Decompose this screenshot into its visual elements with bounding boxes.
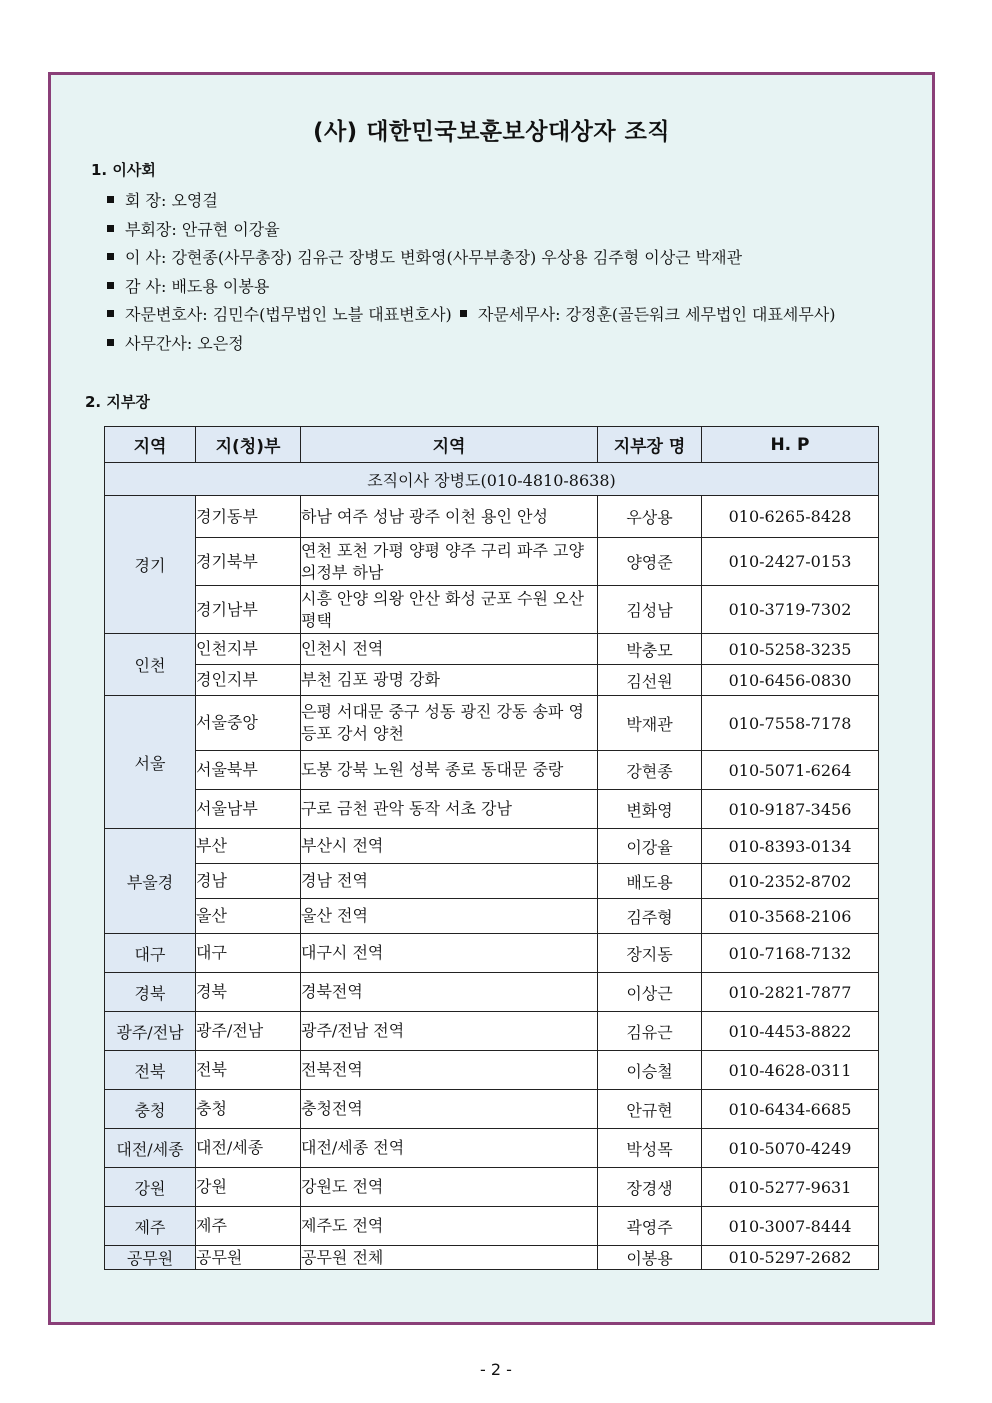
page-number: - 2 - [480,1360,512,1379]
chief-name-cell: 이승철 [598,1051,702,1090]
table-row [105,1129,879,1168]
branch-cell: 경인지부 [196,665,301,696]
list-item: 회 장: 오영걸 [107,187,836,216]
bullet-icon [107,282,114,289]
branch-cell: 인천지부 [196,634,301,665]
table-row [105,973,879,1012]
branch-cell: 충청 [196,1090,301,1129]
table-row [105,864,879,899]
branch-cell: 공무원 [196,1246,301,1270]
table-row [105,934,879,973]
branch-cell: 제주 [196,1207,301,1246]
bullet-icon [460,310,467,317]
chief-name-cell: 김성남 [598,586,702,634]
phone-cell: 010-4453-8822 [702,1012,879,1051]
table-row [105,634,879,665]
region-cell: 인천 [105,634,196,696]
chief-name-cell: 박충모 [598,634,702,665]
phone-cell: 010-2427-0153 [702,538,879,586]
phone-cell: 010-2821-7877 [702,973,879,1012]
table-row [105,665,879,696]
area-cell: 울산 전역 [301,899,598,934]
table-row [105,1051,879,1090]
branch-cell: 경북 [196,973,301,1012]
area-cell: 경남 전역 [301,864,598,899]
phone-cell: 010-7558-7178 [702,696,879,751]
table-row [105,496,879,538]
phone-cell: 010-6456-0830 [702,665,879,696]
phone-cell: 010-6434-6685 [702,1090,879,1129]
list-item: 이 사: 강현종(사무총장) 김유근 장병도 변화영(사무부총장) 우상용 김주형 이상근 박재관 [107,244,836,273]
chief-name-cell: 장지동 [598,934,702,973]
page-title: (사) 대한민국보훈보상대상자 조직 [312,119,671,145]
area-cell: 제주도 전역 [301,1207,598,1246]
region-cell: 서울 [105,696,196,829]
list-item: 자문변호사: 김민수(법무법인 노블 대표변호사) 자문세무사: 강정훈(골든워크 세무법인 대표세무사) [107,301,836,330]
area-cell: 대전/세종 전역 [301,1129,598,1168]
branch-cell: 서울중앙 [196,696,301,751]
branch-cell: 울산 [196,899,301,934]
area-cell: 공무원 전체 [301,1246,598,1270]
area-cell: 은평 서대문 중구 성동 광진 강동 송파 영등포 강서 양천 [301,696,598,751]
branch-cell: 경기북부 [196,538,301,586]
list-item: 감 사: 배도용 이봉용 [107,273,836,302]
bullet-icon [107,339,114,346]
region-cell: 경북 [105,973,196,1012]
chief-name-cell: 이상근 [598,973,702,1012]
branch-cell: 경남 [196,864,301,899]
bullet-icon [107,253,114,260]
area-cell: 부천 김포 광명 강화 [301,665,598,696]
column-header-area: 지역 [301,427,598,463]
phone-cell: 010-3568-2106 [702,899,879,934]
phone-cell: 010-8393-0134 [702,829,879,864]
branch-cell: 광주/전남 [196,1012,301,1051]
chief-name-cell: 우상용 [598,496,702,538]
region-cell: 제주 [105,1207,196,1246]
branch-cell: 강원 [196,1168,301,1207]
column-header-name: 지부장 명 [598,427,702,463]
table-row [105,1090,879,1129]
phone-cell: 010-9187-3456 [702,790,879,829]
column-header-phone: H. P [702,427,879,463]
area-cell: 도봉 강북 노원 성북 종로 동대문 중랑 [301,751,598,790]
phone-cell: 010-3719-7302 [702,586,879,634]
region-cell: 충청 [105,1090,196,1129]
bullet-icon [107,196,114,203]
chief-name-cell: 강현종 [598,751,702,790]
area-cell: 경북전역 [301,973,598,1012]
branch-cell: 서울남부 [196,790,301,829]
bullet-icon [107,225,114,232]
chief-name-cell: 양영준 [598,538,702,586]
region-cell: 공무원 [105,1246,196,1270]
region-cell: 경기 [105,496,196,634]
area-cell: 광주/전남 전역 [301,1012,598,1051]
region-cell: 대전/세종 [105,1129,196,1168]
bullet-icon [107,310,114,317]
region-cell: 광주/전남 [105,1012,196,1051]
table-row [105,586,879,634]
chief-name-cell: 장경생 [598,1168,702,1207]
chief-name-cell: 김선원 [598,665,702,696]
table-row [105,696,879,751]
table-row [105,829,879,864]
area-cell: 구로 금천 관악 동작 서초 강남 [301,790,598,829]
chief-name-cell: 이강율 [598,829,702,864]
area-cell: 시흥 안양 의왕 안산 화성 군포 수원 오산 평택 [301,586,598,634]
phone-cell: 010-2352-8702 [702,864,879,899]
section-board-heading: 1. 이사회 [91,161,156,179]
branch-cell: 서울북부 [196,751,301,790]
branch-cell: 부산 [196,829,301,864]
column-header-region: 지역 [105,427,196,463]
branch-cell: 경기동부 [196,496,301,538]
area-cell: 부산시 전역 [301,829,598,864]
table-header-row [105,427,879,463]
column-header-branch: 지(청)부 [196,427,301,463]
branch-cell: 대전/세종 [196,1129,301,1168]
chief-name-cell: 박재관 [598,696,702,751]
phone-cell: 010-5070-4249 [702,1129,879,1168]
branch-cell: 대구 [196,934,301,973]
phone-cell: 010-5071-6264 [702,751,879,790]
chief-name-cell: 김주형 [598,899,702,934]
chief-name-cell: 변화영 [598,790,702,829]
org-director-row [105,463,879,496]
phone-cell: 010-7168-7132 [702,934,879,973]
table-row [105,751,879,790]
area-cell: 강원도 전역 [301,1168,598,1207]
table-row [105,1246,879,1270]
region-cell: 부울경 [105,829,196,934]
region-cell: 강원 [105,1168,196,1207]
phone-cell: 010-5297-2682 [702,1246,879,1270]
branch-cell: 경기남부 [196,586,301,634]
table-row [105,538,879,586]
area-cell: 전북전역 [301,1051,598,1090]
chief-name-cell: 안규현 [598,1090,702,1129]
area-cell: 하남 여주 성남 광주 이천 용인 안성 [301,496,598,538]
org-director-cell: 조직이사 장병도(010-4810-8638) [105,463,879,496]
phone-cell: 010-5258-3235 [702,634,879,665]
chief-name-cell: 박성목 [598,1129,702,1168]
region-cell: 대구 [105,934,196,973]
table-row [105,1207,879,1246]
area-cell: 충청전역 [301,1090,598,1129]
area-cell: 인천시 전역 [301,634,598,665]
branch-cell: 전북 [196,1051,301,1090]
phone-cell: 010-6265-8428 [702,496,879,538]
table-row [105,790,879,829]
area-cell: 연천 포천 가평 양평 양주 구리 파주 고양 의정부 하남 [301,538,598,586]
branch-table [104,426,879,1270]
section-branch-heading: 2. 지부장 [85,393,150,411]
chief-name-cell: 이봉용 [598,1246,702,1270]
area-cell: 대구시 전역 [301,934,598,973]
chief-name-cell: 김유근 [598,1012,702,1051]
chief-name-cell: 배도용 [598,864,702,899]
region-cell: 전북 [105,1051,196,1090]
table-row [105,1012,879,1051]
document-frame [48,72,935,1325]
table-row [105,1168,879,1207]
table-row [105,899,879,934]
phone-cell: 010-5277-9631 [702,1168,879,1207]
list-item: 부회장: 안규현 이강율 [107,216,836,245]
phone-cell: 010-4628-0311 [702,1051,879,1090]
phone-cell: 010-3007-8444 [702,1207,879,1246]
chief-name-cell: 곽영주 [598,1207,702,1246]
board-member-list [107,187,836,359]
list-item: 사무간사: 오은정 [107,330,836,359]
